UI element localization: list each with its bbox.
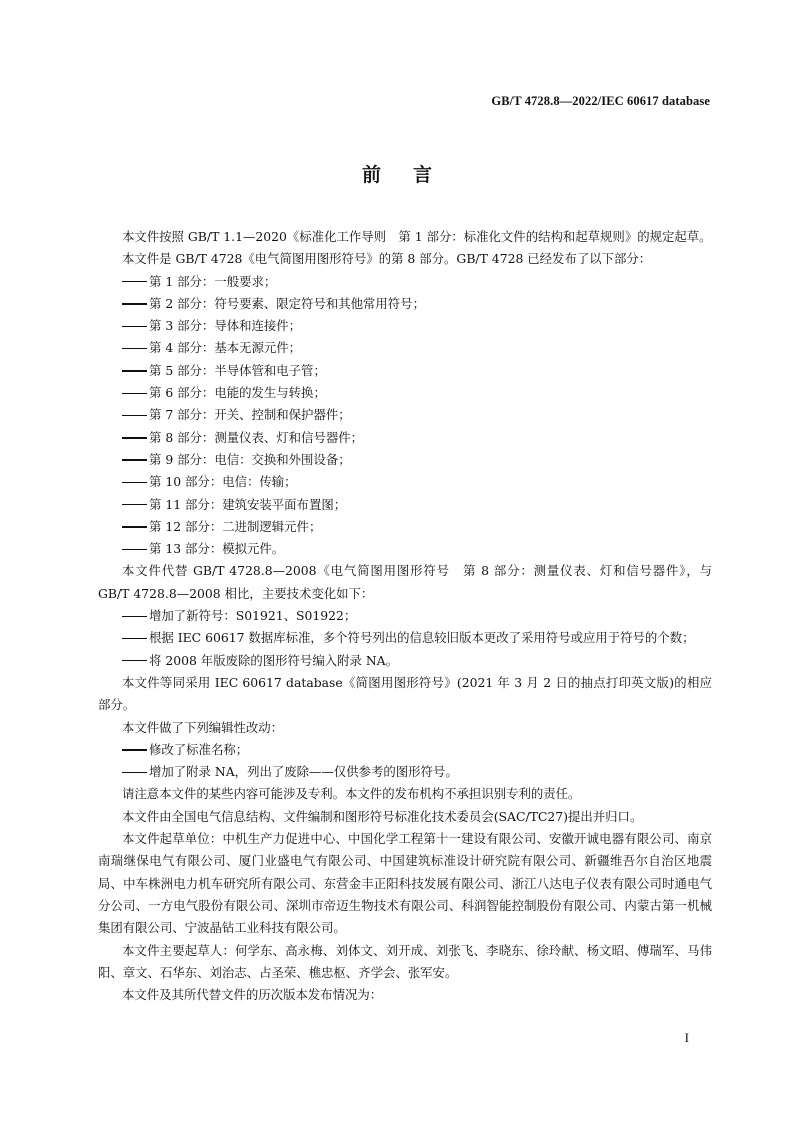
paragraph-drafters: 本文件主要起草人：何学东、高永梅、刘体文、刘开成、刘张飞、李晓东、徐玲献、杨文昭、傅瑞军、马伟阳、章文、石华东、刘治志、占圣荣、樵忠枢、齐学会、张军安。	[98, 942, 712, 980]
parts-list	[98, 271, 712, 561]
em-dash	[122, 337, 149, 359]
em-dash	[122, 271, 149, 293]
paragraph-series-intro: 本文件是 GB/T 4728《电气简图用图形符号》的第 8 部分。GB/T 4728 已经发布了以下部分：	[122, 251, 652, 267]
changes-list	[98, 605, 712, 672]
list-item: 第 4 部分：基本无源元件；	[122, 337, 712, 359]
list-item: 第 13 部分：模拟元件。	[122, 538, 712, 560]
paragraph-drafting-basis: 本文件按照 GB/T 1.1—2020《标准化工作导则 第 1 部分：标准化文件的结构和起草规则》的规定起草。	[122, 229, 712, 244]
standard-code-header: GB/T 4728.8—2022/IEC 60617 database	[491, 94, 710, 108]
edits-list	[98, 739, 712, 784]
paragraph-iec-adoption: 本文件等同采用 IEC 60617 database《简图用图形符号》(2021 年 3 月 2 日的抽点打印英文版)的相应部分。	[98, 674, 712, 713]
em-dash	[122, 449, 149, 471]
paragraph-proposer: 本文件由全国电气信息结构、文件编制和图形符号标准化技术委员会(SAC/TC27)提出并归口。	[122, 808, 643, 824]
em-dash	[122, 538, 149, 560]
em-dash	[122, 315, 149, 337]
list-item: 第 9 部分：电信：交换和外围设备；	[122, 449, 712, 471]
em-dash	[122, 293, 149, 315]
paragraph-patent-notice: 请注意本文件的某些内容可能涉及专利。本文件的发布机构不承担识别专利的责任。	[122, 786, 581, 802]
list-item: 修改了标准名称；	[122, 739, 712, 761]
list-item: 第 1 部分：一般要求；	[122, 271, 712, 293]
list-item: 第 5 部分：半导体管和电子管；	[122, 360, 712, 382]
paragraph-editorial-changes: 本文件做了下列编辑性改动：	[122, 719, 284, 735]
paragraph-drafting-units: 本文件起草单位：中机生产力促进中心、中国化学工程第十一建设有限公司、安徽开诚电器有限公司、南京南瑞继保电气有限公司、厦门业盛电气有限公司、中国建筑标准设计研究院有限公司、新疆维吾尔自治区地震局、中车株洲电力机车研究所有限公司、东营金丰正阳科技发展有限公司、浙江八达电子仪表有限公司时通电气分公司、一方电气股份有限公司、深圳市帝迈生物技术有限公司、科润智能控制股份有限公司、内蒙古第一机械集团有限公司、宁波晶钻工业科技有限公司。	[98, 831, 712, 936]
list-item: 增加了新符号：S01921、S01922；	[122, 605, 712, 627]
em-dash	[122, 650, 149, 672]
list-item: 第 12 部分：二进制逻辑元件；	[122, 516, 712, 538]
em-dash	[122, 471, 149, 493]
em-dash	[122, 605, 149, 627]
document-body	[98, 226, 712, 1006]
em-dash	[122, 360, 149, 382]
em-dash	[122, 739, 149, 761]
list-item: 将 2008 年版废除的图形符号编入附录 NA。	[122, 650, 712, 672]
em-dash	[122, 382, 149, 404]
paragraph-version-history: 本文件及其所代替文件的历次版本发布情况为：	[122, 987, 383, 1003]
list-item: 第 11 部分：建筑安装平面布置图；	[122, 494, 712, 516]
list-item: 第 8 部分：测量仪表、灯和信号器件；	[122, 427, 712, 449]
em-dash	[122, 761, 149, 783]
list-item: 第 10 部分：电信：传输；	[122, 471, 712, 493]
list-item: 根据 IEC 60617 数据库标准，多个符号列出的信息较旧版本更改了采用符号或应用于符号的个数；	[122, 627, 712, 649]
paragraph-replacement: 本文件代替 GB/T 4728.8—2008《电气简图用图形符号 第 8 部分：测量仪表、灯和信号器件》，与 GB/T 4728.8—2008 相比，主要技术变化如下：	[98, 563, 712, 601]
em-dash	[122, 494, 149, 516]
list-item: 增加了附录 NA，列出了废除——仅供参考的图形符号。	[122, 761, 712, 783]
list-item: 第 6 部分：电能的发生与转换；	[122, 382, 712, 404]
page-number: I	[684, 1030, 689, 1045]
page-title: 前言	[361, 164, 464, 186]
em-dash	[122, 516, 149, 538]
list-item: 第 3 部分：导体和连接件；	[122, 315, 712, 337]
em-dash	[122, 404, 149, 426]
list-item: 第 7 部分：开关、控制和保护器件；	[122, 404, 712, 426]
list-item: 第 2 部分：符号要素、限定符号和其他常用符号；	[122, 293, 712, 315]
em-dash	[122, 627, 149, 649]
em-dash	[122, 427, 149, 449]
